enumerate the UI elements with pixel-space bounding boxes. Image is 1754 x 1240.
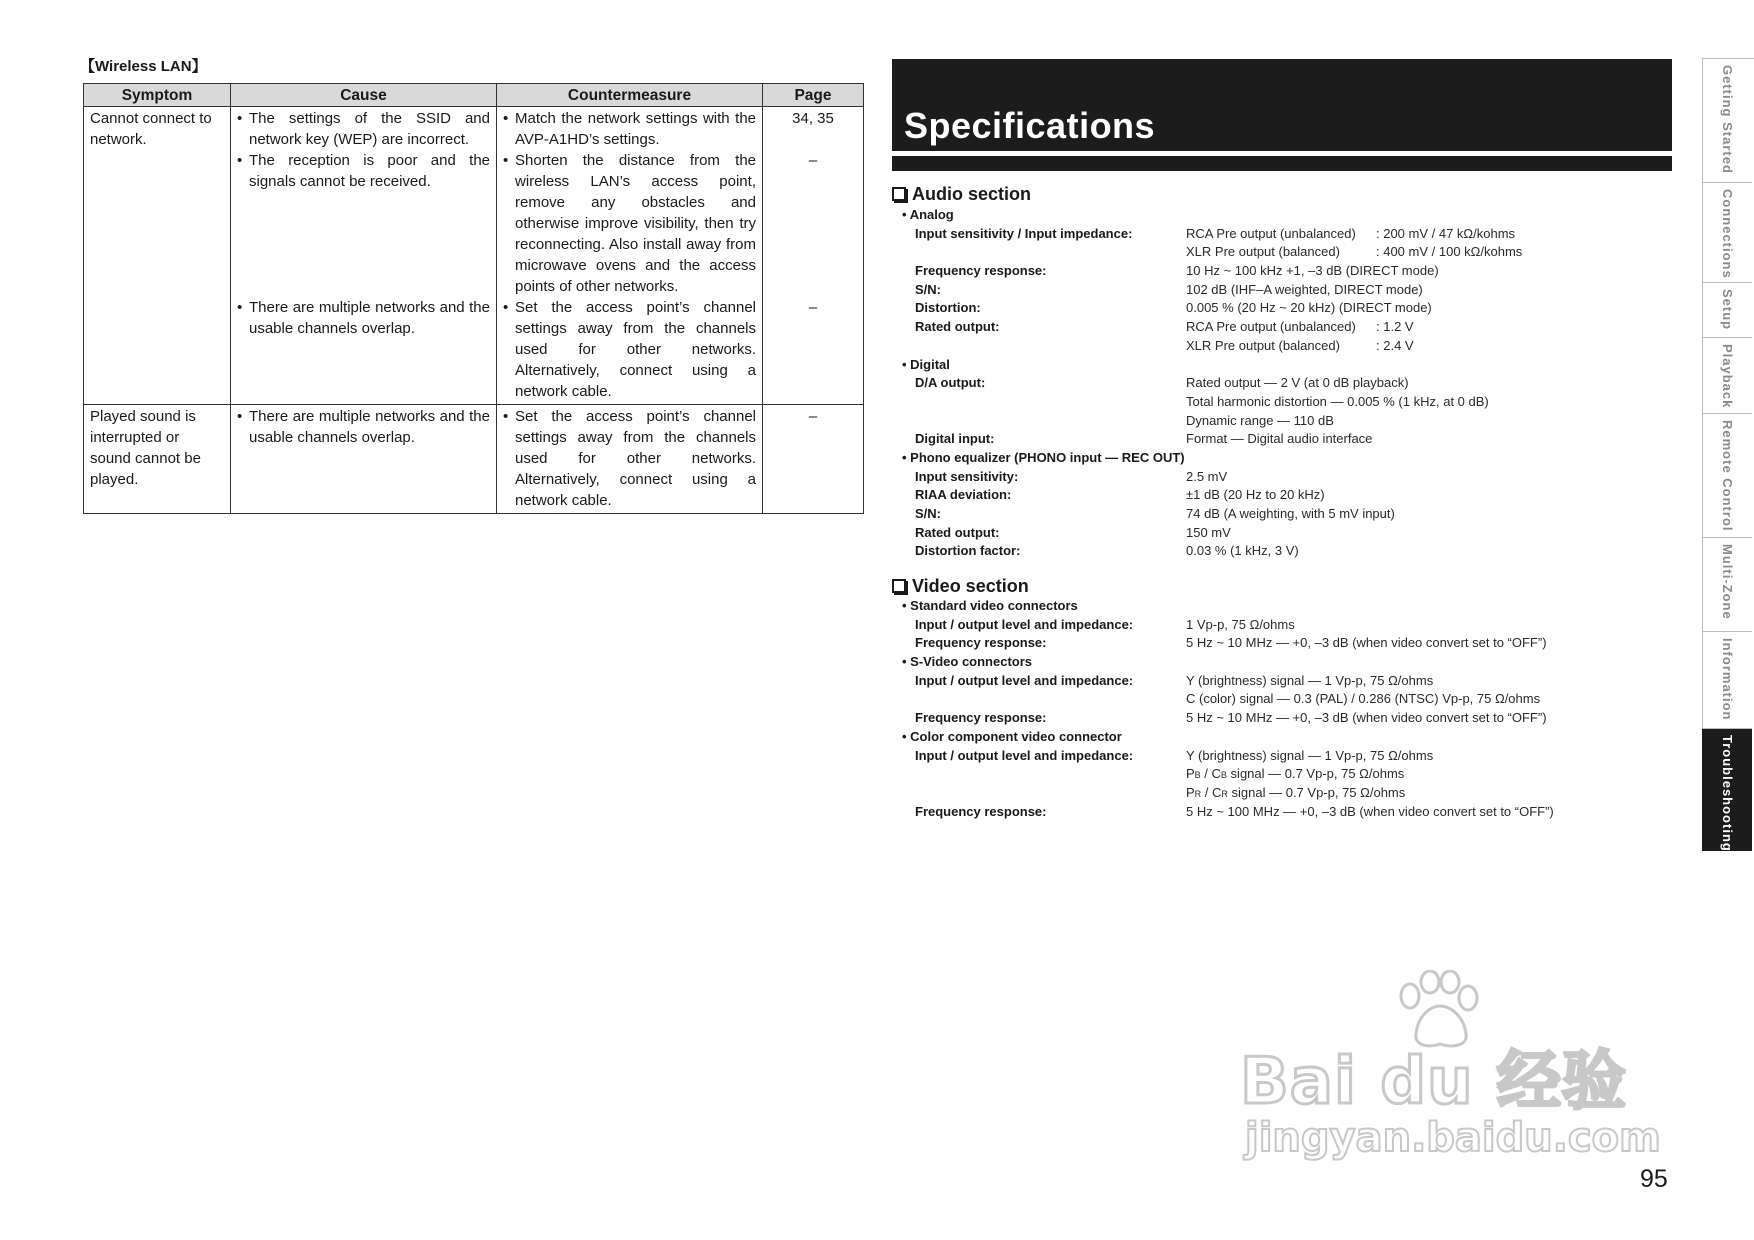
tab-information[interactable]: Information bbox=[1702, 632, 1752, 729]
spec-value: 5 Hz ~ 10 MHz — +0, –3 dB (when video convert set to “OFF”) bbox=[1186, 710, 1547, 726]
chapter-tab-bar bbox=[1702, 58, 1754, 851]
tab-troubleshooting[interactable]: Troubleshooting bbox=[1702, 729, 1752, 851]
spec-value: Y (brightness) signal — 1 Vp-p, 75 Ω/ohms bbox=[1186, 747, 1434, 763]
cause-text: There are multiple networks and the usable channels overlap. bbox=[249, 408, 490, 446]
tab-remote-control[interactable]: Remote Control bbox=[1702, 414, 1752, 538]
spec-group-row bbox=[900, 653, 1670, 672]
countermeasure-cell: • Set the access point’s channel settings away from the channels used for other networks. Alternatively, connect using a network cable. bbox=[497, 297, 763, 405]
spec-group-phono: • Phono equalizer (PHONO input — REC OUT) bbox=[902, 449, 1185, 465]
table-header-row bbox=[84, 84, 864, 107]
watermark-url-text: jingyan.baidu.com bbox=[1245, 1115, 1661, 1161]
page-cell: – bbox=[763, 405, 864, 514]
spec-row bbox=[900, 747, 1670, 766]
spec-row bbox=[900, 430, 1670, 449]
spec-label: D/A output: bbox=[915, 375, 986, 391]
video-section-title bbox=[892, 576, 1029, 597]
symptom-cell: Played sound is interrupted or sound cannot be played. bbox=[84, 405, 231, 514]
spec-value: Total harmonic distortion — 0.005 % (1 kHz, at 0 dB) bbox=[1186, 393, 1489, 409]
spec-label: Rated output: bbox=[915, 319, 1000, 335]
spec-group-row bbox=[900, 728, 1670, 747]
spec-label: Input sensitivity: bbox=[915, 468, 1019, 484]
spec-value: 1 Vp-p, 75 Ω/ohms bbox=[1186, 616, 1295, 632]
spec-title-rule bbox=[892, 156, 1672, 171]
spec-value: C (color) signal — 0.3 (PAL) / 0.286 (NTSC) Vp-p, 75 Ω/ohms bbox=[1186, 691, 1541, 707]
checkbox-square-icon bbox=[892, 579, 906, 593]
spec-label: Frequency response: bbox=[915, 803, 1047, 819]
spec-row bbox=[900, 784, 1670, 803]
table-row bbox=[84, 107, 864, 151]
spec-group-row bbox=[900, 449, 1670, 468]
spec-value: PR / CR signal — 0.7 Vp-p, 75 Ω/ohms bbox=[1186, 784, 1406, 800]
spec-row bbox=[900, 243, 1670, 262]
spec-row bbox=[900, 262, 1670, 281]
tab-playback[interactable]: Playback bbox=[1702, 338, 1752, 414]
spec-value: Y (brightness) signal — 1 Vp-p, 75 Ω/ohms bbox=[1186, 672, 1434, 688]
troubleshooting-table bbox=[83, 83, 864, 514]
spec-row bbox=[900, 299, 1670, 318]
checkbox-square-icon bbox=[892, 187, 906, 201]
page-number: 95 bbox=[1640, 1165, 1668, 1193]
spec-row bbox=[900, 634, 1670, 653]
spec-row bbox=[900, 318, 1670, 337]
countermeasure-text: Shorten the distance from the wireless LAN’s access point, remove any obstacles and otherwise improve visibility, then try reconnecting. Also install away from microwave ovens and the access points of other networks. bbox=[515, 152, 756, 295]
spec-value: XLR Pre output (balanced) : 2.4 V bbox=[1186, 337, 1414, 353]
spec-group-row bbox=[900, 206, 1670, 225]
column-header-symptom: Symptom bbox=[84, 84, 231, 107]
spec-label: Frequency response: bbox=[915, 635, 1047, 651]
spec-value: 2.5 mV bbox=[1186, 468, 1228, 484]
spec-row bbox=[900, 616, 1670, 635]
column-header-cause: Cause bbox=[231, 84, 497, 107]
countermeasure-cell: • Set the access point’s channel settings away from the channels used for other networks. Alternatively, connect using a network cable. bbox=[497, 405, 763, 514]
spec-label: Distortion: bbox=[915, 300, 981, 316]
spec-row bbox=[900, 393, 1670, 412]
spec-row bbox=[900, 281, 1670, 300]
spec-value: 102 dB (IHF–A weighted, DIRECT mode) bbox=[1186, 281, 1423, 297]
spec-label: Frequency response: bbox=[915, 710, 1047, 726]
cause-cell: • The reception is poor and the signals cannot be received. bbox=[231, 150, 497, 297]
spec-value: 150 mV bbox=[1186, 524, 1231, 540]
spec-row bbox=[900, 412, 1670, 431]
page-cell: – bbox=[763, 150, 864, 297]
spec-value: XLR Pre output (balanced) : 400 mV / 100 kΩ/kohms bbox=[1186, 244, 1523, 260]
tab-setup[interactable]: Setup bbox=[1702, 283, 1752, 338]
spec-label: Frequency response: bbox=[915, 263, 1047, 279]
spec-value: Rated output — 2 V (at 0 dB playback) bbox=[1186, 375, 1409, 391]
spec-label: RIAA deviation: bbox=[915, 487, 1012, 503]
spec-label: S/N: bbox=[915, 281, 941, 297]
spec-group-row bbox=[900, 356, 1670, 375]
cause-text: The settings of the SSID and network key (WEP) are incorrect. bbox=[249, 110, 490, 148]
spec-row bbox=[900, 486, 1670, 505]
spec-label: S/N: bbox=[915, 506, 941, 521]
page-title: Specifications bbox=[904, 105, 1156, 146]
spec-row bbox=[900, 803, 1670, 822]
spec-row bbox=[900, 337, 1670, 356]
table-row bbox=[84, 405, 864, 514]
spec-row bbox=[900, 672, 1670, 691]
spec-row bbox=[900, 524, 1670, 543]
spec-label: Input sensitivity / Input impedance: bbox=[915, 225, 1133, 241]
spec-row bbox=[900, 374, 1670, 393]
audio-section-title bbox=[892, 184, 1031, 205]
spec-label: Input / output level and impedance: bbox=[915, 747, 1134, 763]
spec-row bbox=[900, 690, 1670, 709]
tab-multi-zone[interactable]: Multi-Zone bbox=[1702, 538, 1752, 632]
video-spec-list bbox=[900, 597, 1670, 821]
video-section-label: Video section bbox=[912, 576, 1029, 596]
tab-getting-started[interactable]: Getting Started bbox=[1702, 59, 1752, 183]
page-cell: – bbox=[763, 297, 864, 405]
countermeasure-text: Set the access point’s channel settings away from the channels used for other networks. Alternatively, connect using a network cable. bbox=[515, 299, 756, 400]
spec-row bbox=[900, 225, 1670, 244]
spec-group-component: • Color component video connector bbox=[902, 728, 1122, 744]
cause-cell: • There are multiple networks and the usable channels overlap. bbox=[231, 297, 497, 405]
countermeasure-text: Set the access point’s channel settings away from the channels used for other networks. Alternatively, connect using a network cable. bbox=[515, 408, 756, 509]
spec-group-svideo: • S-Video connectors bbox=[902, 654, 1033, 670]
spec-value: 0.03 % (1 kHz, 3 V) bbox=[1186, 543, 1299, 559]
column-header-page: Page bbox=[763, 84, 864, 107]
spec-value: 10 Hz ~ 100 kHz +1, –3 dB (DIRECT mode) bbox=[1186, 263, 1439, 279]
countermeasure-text: Match the network settings with the AVP-A1HD’s settings. bbox=[515, 110, 756, 148]
spec-row bbox=[900, 765, 1670, 784]
spec-value: RCA Pre output (unbalanced) : 200 mV / 47 kΩ/kohms bbox=[1186, 225, 1516, 241]
spec-row bbox=[900, 709, 1670, 728]
spec-value: RCA Pre output (unbalanced) : 1.2 V bbox=[1186, 319, 1414, 335]
spec-group-digital: • Digital bbox=[902, 356, 950, 372]
page-cell: 34, 35 bbox=[763, 107, 864, 151]
tab-connections[interactable]: Connections bbox=[1702, 183, 1752, 283]
spec-value: 5 Hz ~ 10 MHz — +0, –3 dB (when video convert set to “OFF”) bbox=[1186, 635, 1547, 651]
spec-value: 0.005 % (20 Hz ~ 20 kHz) (DIRECT mode) bbox=[1186, 300, 1432, 316]
audio-spec-list bbox=[900, 206, 1670, 561]
countermeasure-cell: • Shorten the distance from the wireless LAN’s access point, remove any obstacles and otherwise improve visibility, then try reconnecting. Also install away from microwave ovens and the access points of other networks. bbox=[497, 150, 763, 297]
spec-value: PB / CB signal — 0.7 Vp-p, 75 Ω/ohms bbox=[1186, 766, 1405, 782]
spec-value: Format — Digital audio interface bbox=[1186, 431, 1373, 447]
cause-text: There are multiple networks and the usable channels overlap. bbox=[249, 299, 490, 337]
spec-row bbox=[900, 505, 1670, 524]
cause-text: The reception is poor and the signals cannot be received. bbox=[249, 152, 490, 190]
spec-group-row bbox=[900, 597, 1670, 616]
countermeasure-cell: • Match the network settings with the AVP-A1HD’s settings. bbox=[497, 107, 763, 151]
spec-row bbox=[900, 542, 1670, 561]
spec-label: Distortion factor: bbox=[915, 543, 1021, 559]
section-heading-wireless-lan: 【Wireless LAN】 bbox=[80, 58, 207, 75]
spec-value: 74 dB (A weighting, with 5 mV input) bbox=[1186, 506, 1395, 521]
watermark-logo-text: Bai du 经验 bbox=[1240, 1045, 1627, 1119]
symptom-cell: Cannot connect to network. bbox=[84, 107, 231, 405]
spec-group-analog: • Analog bbox=[902, 207, 954, 222]
cause-cell: • The settings of the SSID and network key (WEP) are incorrect. bbox=[231, 107, 497, 151]
spec-title-banner bbox=[892, 59, 1672, 151]
spec-value: ±1 dB (20 Hz to 20 kHz) bbox=[1186, 487, 1325, 503]
spec-row bbox=[900, 468, 1670, 487]
spec-label: Digital input: bbox=[915, 431, 995, 447]
spec-value: 5 Hz ~ 100 MHz — +0, –3 dB (when video convert set to “OFF”) bbox=[1186, 803, 1554, 819]
spec-label: Input / output level and impedance: bbox=[915, 672, 1134, 688]
spec-label: Input / output level and impedance: bbox=[915, 616, 1134, 632]
audio-section-label: Audio section bbox=[912, 184, 1032, 204]
cause-cell: • There are multiple networks and the usable channels overlap. bbox=[231, 405, 497, 514]
baidu-watermark bbox=[1240, 970, 1660, 1170]
spec-value: Dynamic range — 110 dB bbox=[1186, 412, 1334, 428]
column-header-countermeasure: Countermeasure bbox=[497, 84, 763, 107]
spec-label: Rated output: bbox=[915, 524, 1000, 540]
spec-group-standard-video: • Standard video connectors bbox=[902, 598, 1078, 613]
